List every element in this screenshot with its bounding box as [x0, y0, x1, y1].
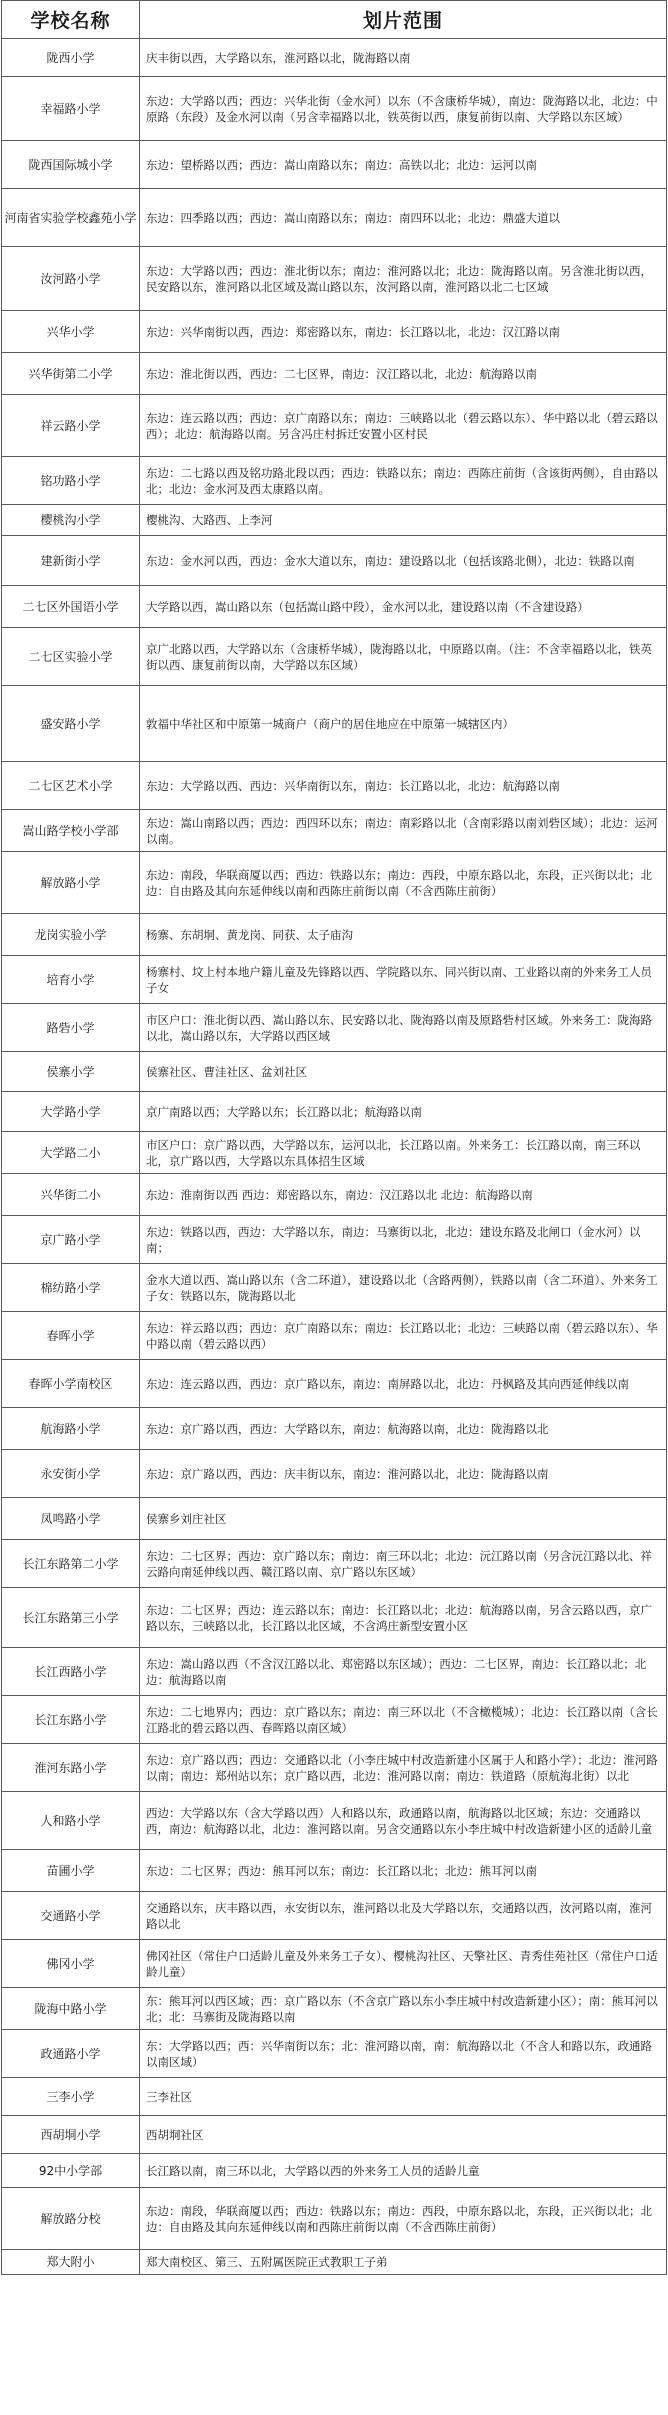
school-name-cell: 淮河东路小学 — [2, 1744, 140, 1792]
district-area-cell: 东边：连云路以西，西边：京广路以东，南边：南屏路以北，北边：丹枫路及其向西延伸线以南 — [140, 1360, 667, 1408]
table-row — [2, 628, 667, 686]
table-row — [2, 1132, 667, 1174]
school-name-cell: 航海路小学 — [2, 1408, 140, 1450]
district-area-cell: 西胡垌社区 — [140, 2116, 667, 2154]
table-row — [2, 1988, 667, 2030]
table-row — [2, 1850, 667, 1892]
table-row — [2, 311, 667, 353]
table-body — [2, 39, 667, 2275]
district-area-cell: 东边：二七区界；西边：连云路以东；南边：长江路以北；北边：航海路以南，另含云路以西，京广路以东，三峡路以北，长江路以北区域，不含鸿庄新型安置小区 — [140, 1588, 667, 1648]
district-area-cell: 东边：嵩山路以西（不含汉江路以北、郑密路以东区域）；西边：二七区界，南边：长江路以北；北边：航海路以南 — [140, 1648, 667, 1696]
district-area-cell: 东边：二七区界；西边：京广路以东；南边：南三环以北；北边：沅江路以南（另含沅江路以北、祥云路向南延伸线以西、赣江路以南、京广路以东区域） — [140, 1540, 667, 1588]
table-header-row — [2, 1, 667, 39]
school-name-cell: 长江东路第二小学 — [2, 1540, 140, 1588]
district-area-cell: 东边：大学路以西、西边：兴华南街以东，南边：长江路以北，北边：航海路以南 — [140, 762, 667, 810]
school-name-cell: 永安街小学 — [2, 1450, 140, 1498]
district-area-cell: 东边：京广路以西；西边：交通路以北（小李庄城中村改造新建小区属于人和路小学）；北边：淮河路以南；南边：郑州站以东；京广路以西，北边：淮河路以南；南边：铁道路（原航海北街）以北 — [140, 1744, 667, 1792]
district-area-cell: 侯寨乡刘庄社区 — [140, 1498, 667, 1540]
table-row — [2, 247, 667, 311]
school-name-cell: 幸福路小学 — [2, 77, 140, 141]
school-name-cell: 二七区艺术小学 — [2, 762, 140, 810]
district-area-cell: 市区户口：淮北街以西、嵩山路以东、民安路以北、陇海路以南及原路砦村区域。外来务工：陇海路以北，嵩山路以东，大学路以西区域 — [140, 1004, 667, 1052]
school-name-cell: 政通路小学 — [2, 2030, 140, 2078]
school-name-cell: 汝河路小学 — [2, 247, 140, 311]
district-area-cell: 长江路以南，南三环以北，大学路以西的外来务工人员的适龄儿童 — [140, 2154, 667, 2188]
table-row — [2, 2250, 667, 2275]
district-area-cell: 敦福中华社区和中原第一城商户（商户的居住地应在中原第一城辖区内） — [140, 686, 667, 762]
school-name-cell: 二七区外国语小学 — [2, 586, 140, 628]
school-name-cell: 春晖小学南校区 — [2, 1360, 140, 1408]
school-name-cell: 路砦小学 — [2, 1004, 140, 1052]
table-row — [2, 536, 667, 586]
school-name-cell: 92中小学部 — [2, 2154, 140, 2188]
district-area-cell: 京广北路以西，大学路以东（含康桥华城），陇海路以北，中原路以南。（注：不含幸福路以北，铁英街以西、康复前街以南，大学路以东区域） — [140, 628, 667, 686]
header-district-area: 划片范围 — [140, 1, 667, 39]
school-name-cell: 陇西小学 — [2, 39, 140, 77]
district-area-cell: 庆丰街以西，大学路以东，淮河路以北，陇海路以南 — [140, 39, 667, 77]
school-name-cell: 春晖小学 — [2, 1312, 140, 1360]
school-name-cell: 大学路小学 — [2, 1092, 140, 1132]
school-name-cell: 佛冈小学 — [2, 1940, 140, 1988]
table-row — [2, 1744, 667, 1792]
district-area-cell: 东边：兴华南街以西，西边：郑密路以东，南边：长江路以北，北边：汉江路以南 — [140, 311, 667, 353]
school-name-cell: 人和路小学 — [2, 1792, 140, 1850]
school-name-cell: 河南省实验学校鑫苑小学 — [2, 189, 140, 247]
school-name-cell: 二七区实验小学 — [2, 628, 140, 686]
table-row — [2, 2116, 667, 2154]
school-name-cell: 龙岗实验小学 — [2, 914, 140, 956]
district-area-cell: 杨寨村、坟上村本地户籍儿童及先锋路以西、学院路以东、同兴街以南、工业路以南的外来务工人员子女 — [140, 956, 667, 1004]
table-row — [2, 189, 667, 247]
district-area-cell: 东边：四季路以西；西边：嵩山南路以东；南边：南四环以北；北边：鼎盛大道以 — [140, 189, 667, 247]
school-name-cell: 盛安路小学 — [2, 686, 140, 762]
table-row — [2, 2188, 667, 2250]
district-area-cell: 东：大学路以西；西：兴华南街以东；北：淮河路以南，南：航海路以北（不含人和路以东，政通路以南区域） — [140, 2030, 667, 2078]
table-row — [2, 39, 667, 77]
school-name-cell: 京广路小学 — [2, 1216, 140, 1264]
table-row — [2, 762, 667, 810]
district-area-cell: 佛冈社区（常住户口适龄儿童及外来务工子女）、樱桃沟社区、天擎社区、青秀佳苑社区（常住户口适龄儿童） — [140, 1940, 667, 1988]
district-area-cell: 西边：大学路以东（含大学路以西）人和路以东，政通路以南，航海路以北区域；东边：交通路以西，南边：航海路以北，北边：淮河路以南。另含交通路以东小李庄城中村改造新建小区的适龄儿童 — [140, 1792, 667, 1850]
district-area-cell: 东边：淮北街以西，西边：二七区界，南边：汉江路以北，北边：航海路以南 — [140, 353, 667, 395]
district-area-cell: 樱桃沟、大路西、上李河 — [140, 505, 667, 536]
district-area-cell: 侯寨社区、曹洼社区、盆刘社区 — [140, 1052, 667, 1092]
table-row — [2, 1498, 667, 1540]
table-row — [2, 1216, 667, 1264]
school-name-cell: 陇海中路小学 — [2, 1988, 140, 2030]
table-row — [2, 1264, 667, 1312]
school-name-cell: 兴华小学 — [2, 311, 140, 353]
district-area-cell: 东边：淮南街以西 西边：郑密路以东，南边：汉江路以北 北边：航海路以南 — [140, 1174, 667, 1216]
district-area-cell: 东边：铁路以西，西边：大学路以东，南边：马寨街以北，北边：建设东路及北闸口（金水河）以南； — [140, 1216, 667, 1264]
district-area-cell: 京广南路以西；大学路以东；长江路以北；航海路以南 — [140, 1092, 667, 1132]
school-name-cell: 交通路小学 — [2, 1892, 140, 1940]
district-area-cell: 东边：二七区界；西边：熊耳河以东；南边：长江路以北；北边：熊耳河以南 — [140, 1850, 667, 1892]
school-name-cell: 大学路二小 — [2, 1132, 140, 1174]
table-row — [2, 505, 667, 536]
district-area-cell: 东边：大学路以西；西边：兴华北街（金水河）以东（不含康桥华城），南边：陇海路以北，北边：中原路（东段）及金水河以南（另含幸福路以北，铁英街以西，康复前街以南、大学路以东区域） — [140, 77, 667, 141]
district-area-cell: 交通路以东，庆丰路以西，永安街以东，淮河路以北及大学路以东，交通路以西，汝河路以南，淮河路以北 — [140, 1892, 667, 1940]
table-row — [2, 1450, 667, 1498]
school-name-cell: 西胡垌小学 — [2, 2116, 140, 2154]
school-name-cell: 陇西国际城小学 — [2, 141, 140, 189]
district-area-cell: 东边：京广路以西，西边：大学路以东，南边：航海路以南，北边：陇海路以北 — [140, 1408, 667, 1450]
table-row — [2, 956, 667, 1004]
school-name-cell: 祥云路小学 — [2, 395, 140, 457]
district-area-cell: 东边：望桥路以西；西边：嵩山南路以东；南边：高铁以北；北边：运河以南 — [140, 141, 667, 189]
school-name-cell: 棉纺路小学 — [2, 1264, 140, 1312]
table-row — [2, 810, 667, 852]
table-row — [2, 686, 667, 762]
school-name-cell: 樱桃沟小学 — [2, 505, 140, 536]
district-area-cell: 三李社区 — [140, 2078, 667, 2116]
district-area-cell: 东：熊耳河以西区域；西：京广路以东（不含京广路以东小李庄城中村改造新建小区）；南：熊耳河以北；北：马寨街及陇海路以南 — [140, 1988, 667, 2030]
table-row — [2, 2078, 667, 2116]
table-row — [2, 1648, 667, 1696]
table-row — [2, 2154, 667, 2188]
district-area-cell: 东边：京广路以西，西边：庆丰街以东，南边：淮河路以北，北边：陇海路以南 — [140, 1450, 667, 1498]
school-name-cell: 三李小学 — [2, 2078, 140, 2116]
school-name-cell: 凤鸣路小学 — [2, 1498, 140, 1540]
table-row — [2, 141, 667, 189]
school-name-cell: 郑大附小 — [2, 2250, 140, 2275]
table-row — [2, 353, 667, 395]
school-name-cell: 苗圃小学 — [2, 1850, 140, 1892]
table-row — [2, 1892, 667, 1940]
table-row — [2, 457, 667, 505]
district-area-cell: 东边：祥云路以西；西边：京广南路以东；南边：长江路以北；北边：三峡路以南（碧云路以东）、华中路以南（碧云路以西） — [140, 1312, 667, 1360]
school-name-cell: 侯寨小学 — [2, 1052, 140, 1092]
table-row — [2, 586, 667, 628]
district-area-cell: 东边：南段，华联商厦以西；西边：铁路以东；南边：西段，中原东路以北，东段，正兴街以北；北边：自由路及其向东延伸线以南和西陈庄前街以南（不含西陈庄前街） — [140, 2188, 667, 2250]
school-district-table — [1, 0, 667, 2275]
district-area-cell: 东边：金水河以西，西边：金水大道以东，南边：建设路以北（包括该路北侧），北边：铁路以南 — [140, 536, 667, 586]
district-area-cell: 杨寨、东胡垌、黄龙岗、同获、太子庙沟 — [140, 914, 667, 956]
district-area-cell: 东边：连云路以西；西边：京广南路以东；南边：三峡路以北（碧云路以东）、华中路以北（碧云路以西）；北边：航海路以南。另含冯庄村拆迁安置小区村民 — [140, 395, 667, 457]
school-name-cell: 长江西路小学 — [2, 1648, 140, 1696]
district-area-cell: 东边：大学路以西；西边：淮北街以东；南边：淮河路以北；北边：陇海路以南。另含淮北街以西，民安路以东，淮河路以北区域及嵩山路以东，汝河路以南，淮河路以北二七区域 — [140, 247, 667, 311]
school-name-cell: 长江东路第三小学 — [2, 1588, 140, 1648]
table-row — [2, 1360, 667, 1408]
table-row — [2, 1052, 667, 1092]
school-name-cell: 解放路小学 — [2, 852, 140, 914]
district-area-cell: 东边：二七地界内；西边：京广路以东；南边：南三环以北（不含橄榄城）；北边：长江路以南（含长江路北的碧云路以西、春晖路以南区域） — [140, 1696, 667, 1744]
school-name-cell: 铭功路小学 — [2, 457, 140, 505]
table-row — [2, 1792, 667, 1850]
table-row — [2, 1092, 667, 1132]
table-row — [2, 1940, 667, 1988]
table-row — [2, 395, 667, 457]
table-row — [2, 1174, 667, 1216]
district-area-cell: 东边：嵩山南路以西；西边：西四环以东；南边：南彩路以北（含南彩路以南刘砦区域）；北边：运河以南。 — [140, 810, 667, 852]
school-name-cell: 兴华街二小 — [2, 1174, 140, 1216]
table-row — [2, 1004, 667, 1052]
table-row — [2, 1588, 667, 1648]
district-area-cell: 郑大南校区、第三、五附属医院正式教职工子弟 — [140, 2250, 667, 2275]
district-area-cell: 金水大道以西、嵩山路以东（含二环道），建设路以北（含路两侧），铁路以南（含二环道）、外来务工子女：铁路以东，陇海路以北 — [140, 1264, 667, 1312]
district-area-cell: 东边：南段，华联商厦以西；西边：铁路以东；南边：西段，中原东路以北，东段，正兴街以北；北边：自由路及其向东延伸线以南和西陈庄前街以南（不含西陈庄前街） — [140, 852, 667, 914]
school-name-cell: 兴华街第二小学 — [2, 353, 140, 395]
school-name-cell: 建新街小学 — [2, 536, 140, 586]
table-row — [2, 1408, 667, 1450]
school-name-cell: 长江东路小学 — [2, 1696, 140, 1744]
header-school-name: 学校名称 — [2, 1, 140, 39]
table-row — [2, 914, 667, 956]
school-name-cell: 解放路分校 — [2, 2188, 140, 2250]
district-area-cell: 大学路以西，嵩山路以东（包括嵩山路中段），金水河以北，建设路以南（不含建设路） — [140, 586, 667, 628]
table-row — [2, 1696, 667, 1744]
table-row — [2, 1540, 667, 1588]
table-row — [2, 1312, 667, 1360]
table-row — [2, 77, 667, 141]
district-area-cell: 市区户口：京广路以西，大学路以东，运河以北，长江路以南。外来务工：长江路以南，南三环以北，京广路以西，大学路以东具体招生区域 — [140, 1132, 667, 1174]
table-row — [2, 2030, 667, 2078]
district-area-cell: 东边：二七路以西及铭功路北段以西；西边：铁路以东；南边：西陈庄前街（含该街两侧），自由路以北；北边：金水河及西太康路以南。 — [140, 457, 667, 505]
school-name-cell: 嵩山路学校小学部 — [2, 810, 140, 852]
school-name-cell: 培育小学 — [2, 956, 140, 1004]
table-row — [2, 852, 667, 914]
